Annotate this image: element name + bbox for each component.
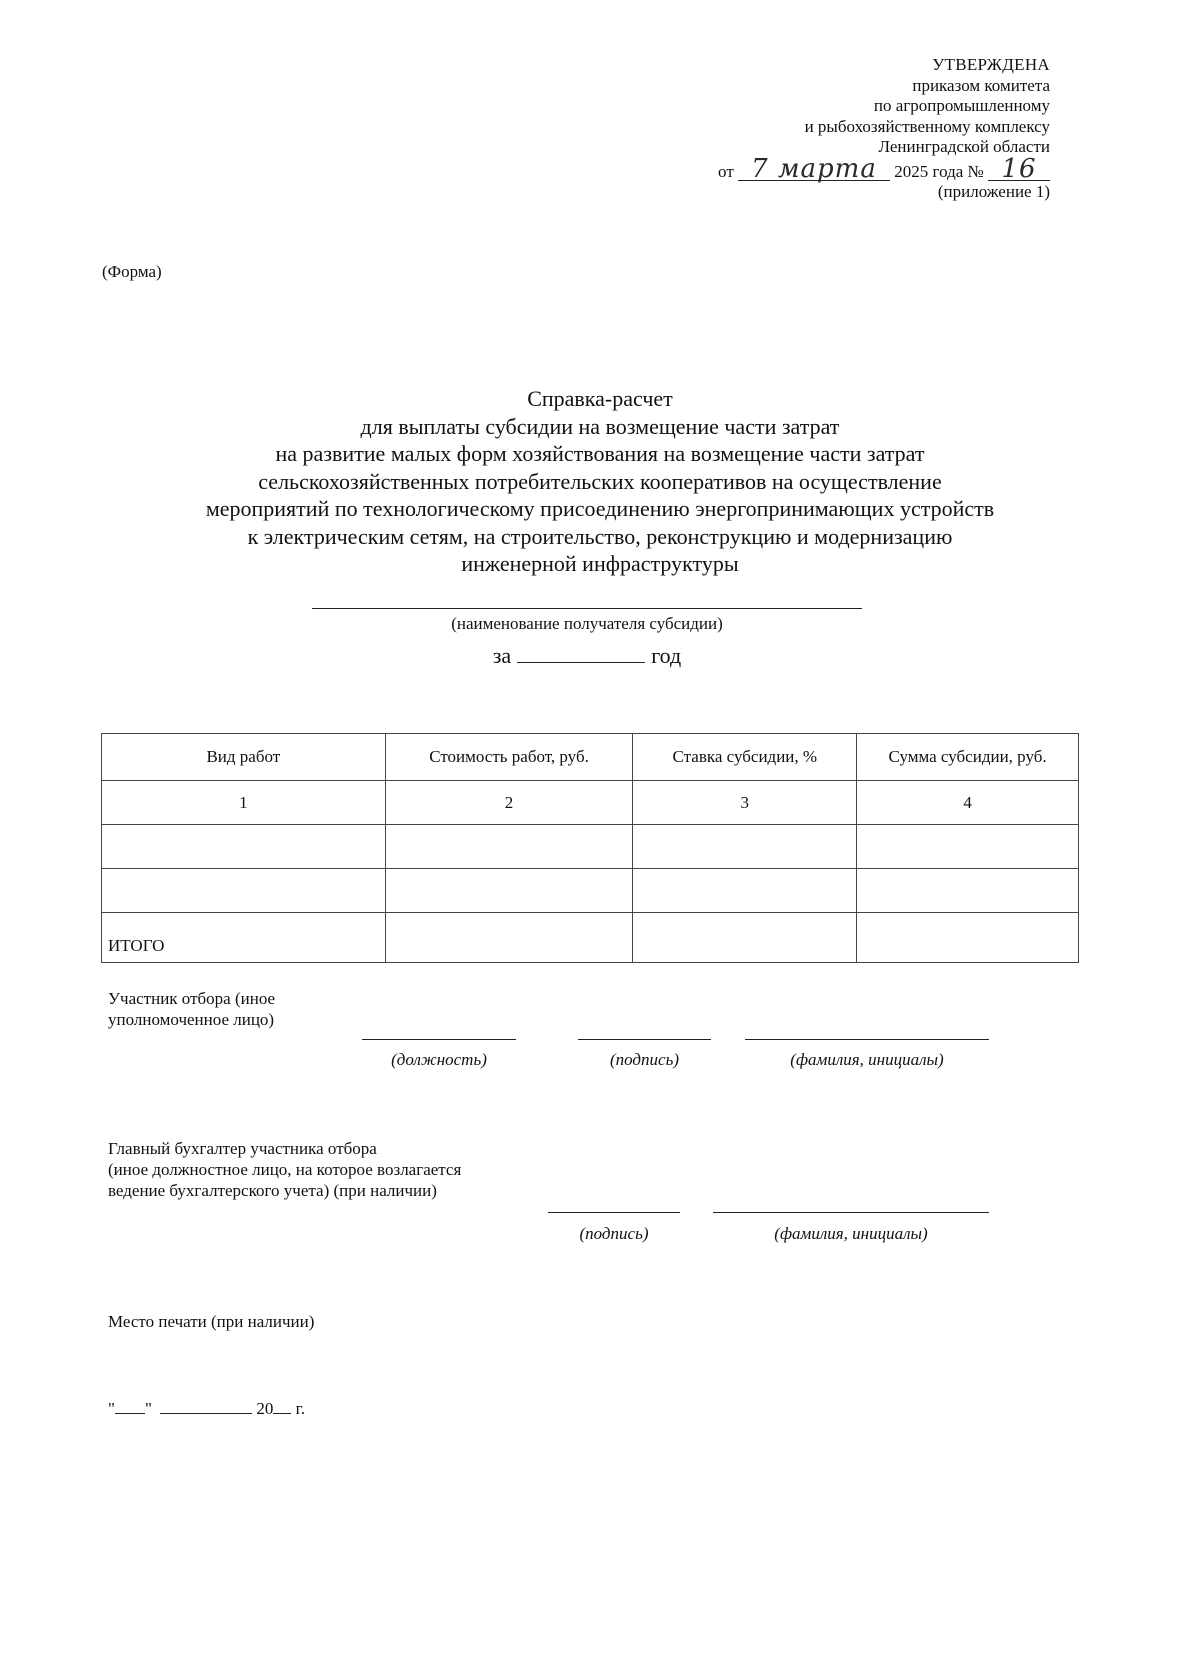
recipient-name-field[interactable]	[312, 608, 862, 609]
recipient-caption: (наименование получателя субсидии)	[451, 614, 723, 633]
accountant-label-line-3: ведение бухгалтерского учета) (при наличии)	[108, 1181, 437, 1200]
table-cell[interactable]	[857, 869, 1079, 913]
table-cell[interactable]	[633, 869, 857, 913]
heading-line-5: мероприятий по технологическому присоединению энергопринимающих устройств	[205, 496, 995, 521]
column-number: 4	[857, 781, 1079, 825]
participant-label	[108, 988, 368, 1030]
period-line	[312, 640, 862, 669]
approval-appendix: (приложение 1)	[937, 182, 1050, 201]
date-quote-open: "	[108, 1399, 115, 1418]
approval-title: УТВЕРЖДЕНА	[932, 55, 1050, 74]
heading-line-6: к электрическим сетям, на строительство, реконструкцию и модернизацию	[247, 523, 953, 549]
table-total-row	[102, 913, 1079, 963]
date-quote-close: "	[144, 1399, 152, 1418]
handwritten-date: 7 марта	[738, 158, 890, 181]
table-number-row	[102, 781, 1079, 825]
table-cell[interactable]	[857, 913, 1079, 963]
approval-line-2: по агропромышленному	[873, 96, 1050, 115]
approval-date-suffix: 2025 года №	[894, 161, 984, 181]
table-cell[interactable]	[385, 913, 633, 963]
table-row	[102, 825, 1079, 869]
total-label: ИТОГО	[102, 913, 386, 963]
heading-line-2: для выплаты субсидии на возмещение части затрат	[360, 413, 840, 439]
approval-date-line	[718, 153, 1050, 184]
participant-label-line-1: Участник отбора (иное	[108, 989, 276, 1008]
period-suffix: год	[651, 643, 682, 668]
table-cell[interactable]	[102, 825, 386, 869]
day-field[interactable]	[115, 1397, 145, 1414]
heading-line-4: сельскохозяйственных потребительских кооперативов на осуществление	[258, 468, 942, 494]
table-row	[102, 869, 1079, 913]
accountant-signature-field[interactable]	[548, 1212, 680, 1213]
date-year-suffix: г.	[295, 1399, 305, 1418]
approval-block	[718, 55, 1050, 203]
participant-name-field[interactable]	[745, 1039, 989, 1040]
table-cell[interactable]	[633, 825, 857, 869]
participant-position-caption: (должность)	[391, 1050, 487, 1069]
heading-line-3: на развитие малых форм хозяйствования на возмещение части затрат	[275, 441, 925, 466]
heading-line-1: Справка-расчет	[527, 386, 673, 411]
accountant-label-line-1: Главный бухгалтер участника отбора	[108, 1139, 377, 1158]
accountant-label-line-2: (иное должностное лицо, на которое возлагается	[108, 1160, 462, 1179]
month-field[interactable]	[160, 1397, 252, 1414]
calculation-table	[101, 733, 1079, 963]
approval-line-3: и рыбохозяйственному комплексу	[804, 116, 1050, 136]
participant-signature-caption: (подпись)	[610, 1050, 679, 1069]
column-header: Ставка субсидии, %	[633, 734, 857, 781]
heading-line-7: инженерной инфраструктуры	[461, 551, 739, 576]
column-header: Вид работ	[102, 734, 386, 781]
date-century: 20	[256, 1399, 274, 1418]
approval-line-1: приказом комитета	[912, 75, 1050, 95]
table-cell[interactable]	[102, 869, 386, 913]
participant-position-field[interactable]	[362, 1039, 516, 1040]
signing-date	[108, 1397, 305, 1419]
table-cell[interactable]	[385, 869, 633, 913]
form-label: (Форма)	[102, 262, 162, 281]
column-number: 1	[102, 781, 386, 825]
participant-name-caption: (фамилия, инициалы)	[790, 1050, 944, 1069]
accountant-signature-caption: (подпись)	[579, 1224, 649, 1243]
table-cell[interactable]	[633, 913, 857, 963]
participant-signature-field[interactable]	[578, 1039, 711, 1040]
period-year-field[interactable]	[517, 640, 645, 663]
table-header-row	[102, 734, 1079, 781]
year-field[interactable]	[273, 1397, 291, 1414]
accountant-label	[108, 1138, 568, 1201]
stamp-place-label: Место печати (при наличии)	[108, 1312, 315, 1331]
document-heading	[60, 385, 1140, 578]
column-header: Сумма субсидии, руб.	[857, 734, 1079, 781]
approval-line-4: Ленинградской области	[878, 137, 1050, 156]
accountant-name-field[interactable]	[713, 1212, 989, 1213]
period-prefix: за	[492, 643, 512, 668]
column-header: Стоимость работ, руб.	[385, 734, 633, 781]
participant-label-line-2: уполномоченное лицо)	[108, 1010, 275, 1029]
table-cell[interactable]	[385, 825, 633, 869]
table-cell[interactable]	[857, 825, 1079, 869]
column-number: 3	[633, 781, 857, 825]
column-number: 2	[385, 781, 633, 825]
approval-date-prefix: от	[718, 161, 734, 181]
accountant-name-caption: (фамилия, инициалы)	[774, 1224, 928, 1243]
handwritten-order-number: 16	[988, 158, 1050, 181]
